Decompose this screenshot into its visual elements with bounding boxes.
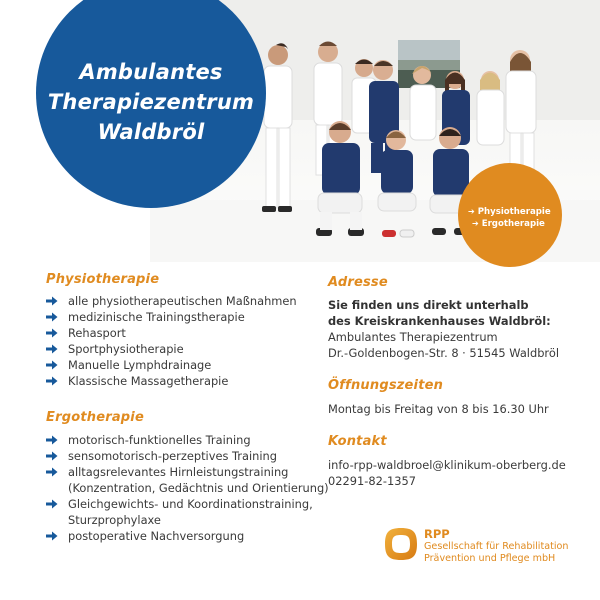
arrow-right-icon: [46, 376, 58, 386]
services-badge-item: [468, 218, 562, 230]
arrow-right-icon: [46, 451, 58, 461]
list-item: alle physiotherapeutischen Maßnahmen: [46, 293, 297, 309]
list-item: sensomotorisch-perzeptives Training: [46, 448, 329, 464]
arrow-right-icon: ➔: [468, 207, 475, 216]
kontakt-heading: Kontakt: [328, 434, 387, 449]
arrow-right-icon: [46, 360, 58, 370]
arrow-right-icon: [46, 531, 58, 541]
adresse-name: Ambulantes Therapiezentrum: [328, 330, 498, 344]
arrow-right-icon: [46, 296, 58, 306]
person: [262, 43, 292, 212]
list-item: Sportphysiotherapie: [46, 341, 297, 357]
rpp-brand: RPP: [424, 527, 450, 541]
adresse-intro-line-1: Sie finden uns direkt unterhalb: [328, 298, 529, 312]
arrow-right-icon: [46, 435, 58, 445]
physiotherapie-heading: Physiotherapie: [46, 272, 160, 287]
adresse-intro-line-2: des Kreiskrankenhauses Waldbröl:: [328, 314, 551, 328]
arrow-right-icon: [46, 499, 58, 509]
person: [477, 71, 504, 145]
ergotherapie-heading: Ergotherapie: [46, 410, 144, 425]
list-item: medizinische Trainingstherapie: [46, 309, 297, 325]
list-item: Klassische Massagetherapie: [46, 373, 297, 389]
oeffnungszeiten-text: Montag bis Freitag von 8 bis 16.30 Uhr: [328, 402, 549, 416]
rpp-logo-text: [424, 527, 568, 565]
arrow-right-icon: [46, 312, 58, 322]
services-badge-label: Physiotherapie: [477, 207, 551, 217]
list-item: postoperative Nachversorgung: [46, 528, 329, 544]
adresse-heading: Adresse: [328, 275, 388, 290]
arrow-right-icon: [46, 328, 58, 338]
list-item: alltagsrelevantes Hirnleistungstraining (Konzentration, Gedächtnis und Orientierung): [46, 464, 329, 496]
rpp-logo-icon: [384, 527, 418, 561]
kontakt-phone[interactable]: 02291-82-1357: [328, 474, 416, 488]
oeffnungszeiten-heading: Öffnungszeiten: [328, 378, 444, 393]
list-item: motorisch-funktionelles Training: [46, 432, 329, 448]
title-line-2: Therapiezentrum: [47, 90, 255, 114]
list-item: Rehasport: [46, 325, 297, 341]
services-badge: [458, 163, 562, 267]
arrow-right-icon: [46, 467, 58, 477]
rpp-line-2: Prävention und Pflege mbH: [424, 553, 556, 564]
physiotherapie-list: [46, 293, 297, 389]
list-item: Manuelle Lymphdrainage: [46, 357, 297, 373]
title-line-3: Waldbröl: [97, 120, 205, 144]
list-item: Gleichgewichts- und Koordinationstraining, Sturzprophylaxe: [46, 496, 329, 528]
ergotherapie-list: [46, 432, 329, 544]
rpp-line-1: Gesellschaft für Rehabilitation: [424, 541, 569, 552]
arrow-right-icon: [46, 344, 58, 354]
kontakt-email[interactable]: info-rpp-waldbroel@klinikum-oberberg.de: [328, 458, 566, 472]
arrow-right-icon: ➔: [472, 219, 479, 228]
services-badge-label: Ergotherapie: [481, 219, 545, 229]
services-badge-item: [468, 206, 562, 218]
title-line-1: Ambulantes: [79, 60, 223, 84]
adresse-street: Dr.-Goldenbogen-Str. 8 · 51545 Waldbröl: [328, 346, 559, 360]
